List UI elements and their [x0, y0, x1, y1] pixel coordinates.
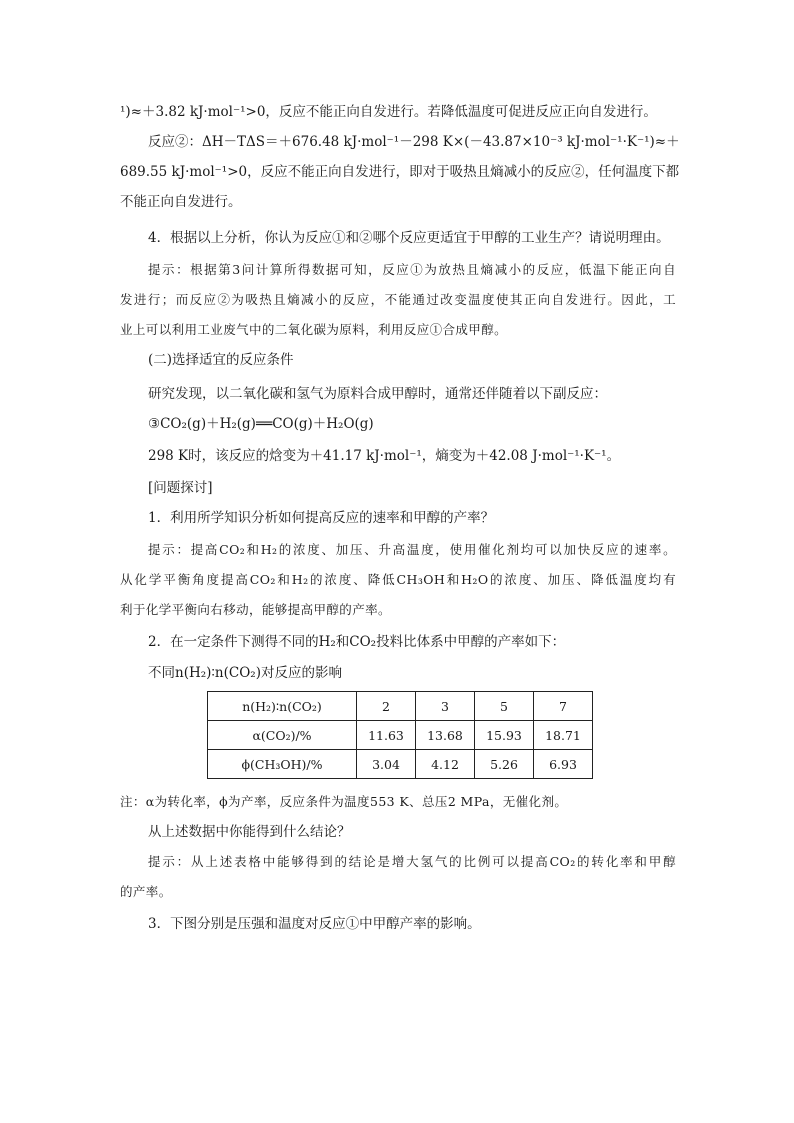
- table-cell: 5.26: [475, 750, 534, 779]
- problem-heading: [问题探讨]: [148, 480, 213, 496]
- paragraph: 298 K时，该反应的焓变为＋41.17 kJ·mol⁻¹，熵变为＋42.08 J·mol⁻¹·K⁻¹。: [148, 448, 621, 464]
- table-cell: 18.71: [534, 721, 593, 750]
- table-note: 注：α为转化率，ϕ为产率，反应条件为温度553 K、总压2 MPa，无催化剂。: [120, 794, 568, 809]
- table-cell: 3.04: [357, 750, 416, 779]
- table-cell: 3: [416, 692, 475, 721]
- question-2-followup: 从上述数据中你能得到什么结论？: [148, 824, 351, 840]
- hint-text: 从化学平衡角度提高CO₂和H₂的浓度、降低CH₃OH和H₂O的浓度、加压、降低温度均有: [120, 572, 676, 587]
- hint-text: 发进行；而反应②为吸热且熵减小的反应，不能通过改变温度使其正向自发进行。因此，工: [120, 292, 676, 307]
- text-line: 689.55 kJ·mol⁻¹>0，反应不能正向自发进行，即对于吸热且熵减小的反应②，任何温度下都: [120, 164, 680, 180]
- table-cell: 5: [475, 692, 534, 721]
- text-line: ¹)≈＋3.82 kJ·mol⁻¹>0，反应不能正向自发进行。若降低温度可促进反应正向自发进行。: [120, 104, 657, 120]
- table-cell: 4.12: [416, 750, 475, 779]
- hint-text: 利于化学平衡向右移动，能够提高甲醇的产率。: [120, 602, 391, 617]
- table-cell: ϕ(CH₃OH)/%: [208, 750, 357, 779]
- text-line: 不能正向自发进行。: [120, 194, 242, 210]
- data-table: [207, 691, 593, 779]
- table-row: [208, 721, 593, 750]
- table-cell: 13.68: [416, 721, 475, 750]
- paragraph: 研究发现，以二氧化碳和氢气为原料合成甲醇时，通常还伴随着以下副反应：: [148, 386, 607, 402]
- table-caption: 不同n(H₂)∶n(CO₂)对反应的影响: [148, 665, 342, 681]
- table-cell: 2: [357, 692, 416, 721]
- table-cell: α(CO₂)/%: [208, 721, 357, 750]
- question-4: 4．根据以上分析，你认为反应①和②哪个反应更适宜于甲醇的工业生产？请说明理由。: [148, 230, 670, 246]
- question-2: 2．在一定条件下测得不同的H₂和CO₂投料比体系中甲醇的产率如下：: [148, 634, 566, 650]
- hint-text: 业上可以利用工业废气中的二氧化碳为原料，利用反应①合成甲醇。: [120, 322, 508, 337]
- table-cell: n(H₂)∶n(CO₂): [208, 692, 357, 721]
- question-3: 3．下图分别是压强和温度对反应①中甲醇产率的影响。: [148, 916, 481, 932]
- hint-text: 提示：提高CO₂和H₂的浓度、加压、升高温度，使用催化剂均可以加快反应的速率。: [148, 542, 676, 557]
- section-heading: (二)选择适宜的反应条件: [148, 352, 294, 368]
- equation: ③CO₂(g)＋H₂(g)══CO(g)＋H₂O(g): [148, 416, 374, 432]
- table-cell: 11.63: [357, 721, 416, 750]
- table-cell: 15.93: [475, 721, 534, 750]
- table-cell: 6.93: [534, 750, 593, 779]
- table-cell: 7: [534, 692, 593, 721]
- hint-text: 提示：根据第3问计算所得数据可知，反应①为放热且熵减小的反应，低温下能正向自: [148, 262, 676, 277]
- table-row: [208, 750, 593, 779]
- table-header-row: [208, 692, 593, 721]
- hint-text: 提示：从上述表格中能够得到的结论是增大氢气的比例可以提高CO₂的转化率和甲醇: [148, 854, 676, 869]
- hint-text: 的产率。: [120, 884, 172, 899]
- text-line: 反应②：ΔH－TΔS＝＋676.48 kJ·mol⁻¹－298 K×(－43.87×10⁻³ kJ·mol⁻¹·K⁻¹)≈＋: [148, 134, 680, 150]
- question-1: 1．利用所学知识分析如何提高反应的速率和甲醇的产率？: [148, 510, 495, 526]
